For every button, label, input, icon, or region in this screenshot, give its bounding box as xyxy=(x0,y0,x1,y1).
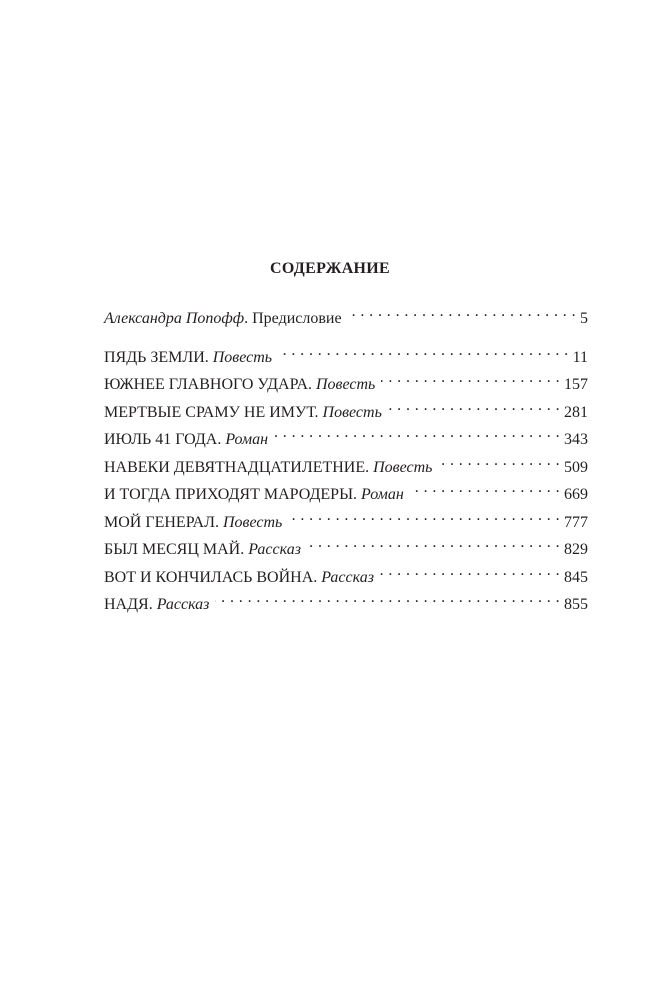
entry-title: НАВЕКИ ДЕВЯТНАДЦАТИЛЕТНИЕ. xyxy=(104,459,370,476)
toc-entry-row xyxy=(104,340,588,366)
page-number: 11 xyxy=(572,349,588,366)
preface-title: Предисловие xyxy=(252,310,342,327)
page-number: 5 xyxy=(580,310,588,327)
entry-genre: Роман xyxy=(361,486,404,503)
entry-title: ЮЖНЕЕ ГЛАВНОГО УДАРА. xyxy=(104,376,312,393)
page-number: 669 xyxy=(564,486,588,503)
page-number: 855 xyxy=(564,596,588,613)
toc-entry-row xyxy=(104,477,588,503)
dot-leader xyxy=(288,505,560,527)
preface-label: Александра Попофф. Предисловие xyxy=(104,310,342,327)
page-number: 777 xyxy=(564,514,588,531)
toc-entry-row xyxy=(104,505,588,531)
entry-genre: Повесть xyxy=(373,459,433,476)
dot-leader xyxy=(438,450,560,472)
page-number: 845 xyxy=(564,569,588,586)
entry-genre: Повесть xyxy=(222,514,283,531)
toc-entry-row xyxy=(104,450,588,476)
entry-title: НАДЯ. xyxy=(104,596,153,613)
dot-leader xyxy=(381,367,560,389)
dot-leader xyxy=(348,301,576,323)
page-number: 509 xyxy=(564,459,588,476)
entry-title: БЫЛ МЕСЯЦ МАЙ. xyxy=(104,541,245,558)
entry-genre: Роман xyxy=(225,431,269,448)
entry-title: МЕРТВЫЕ СРАМУ НЕ ИМУТ. xyxy=(104,404,319,421)
entry-title: МОЙ ГЕНЕРАЛ. xyxy=(104,514,219,531)
entry-title: И ТОГДА ПРИХОДЯТ МАРОДЕРЫ. xyxy=(104,486,358,503)
toc-entry-row xyxy=(104,560,588,586)
entry-title: ВОТ И КОНЧИЛАСЬ ВОЙНА. xyxy=(104,569,318,586)
dot-leader xyxy=(388,395,560,417)
dot-leader xyxy=(215,587,560,609)
page-number: 829 xyxy=(564,541,588,558)
entry-genre: Повесть xyxy=(212,349,273,366)
dot-leader xyxy=(278,340,569,362)
page-number: 157 xyxy=(564,376,588,393)
page-number: 343 xyxy=(564,431,588,448)
toc-entry-row xyxy=(104,587,588,613)
toc-entry-row xyxy=(104,395,588,421)
page-title: СОДЕРЖАНИЕ xyxy=(269,260,391,277)
entry-genre: Рассказ xyxy=(321,569,374,586)
entry-title: ИЮЛЬ 41 ГОДА. xyxy=(104,431,222,448)
dot-leader xyxy=(410,477,560,499)
toc-entry-row xyxy=(104,367,588,393)
dot-leader xyxy=(380,560,560,582)
toc-preface-row xyxy=(104,301,588,327)
entry-genre: Повесть xyxy=(316,376,376,393)
dot-leader xyxy=(307,532,560,554)
entry-title: ПЯДЬ ЗЕМЛИ. xyxy=(104,349,209,366)
preface-author: Александра Попофф xyxy=(104,310,245,327)
entry-genre: Рассказ xyxy=(248,541,301,558)
toc-entry-row xyxy=(104,532,588,558)
entry-genre: Рассказ xyxy=(156,596,210,613)
page-number: 281 xyxy=(564,404,588,421)
toc-entry-row xyxy=(104,422,588,448)
entry-genre: Повесть xyxy=(322,404,382,421)
dot-leader xyxy=(274,422,560,444)
